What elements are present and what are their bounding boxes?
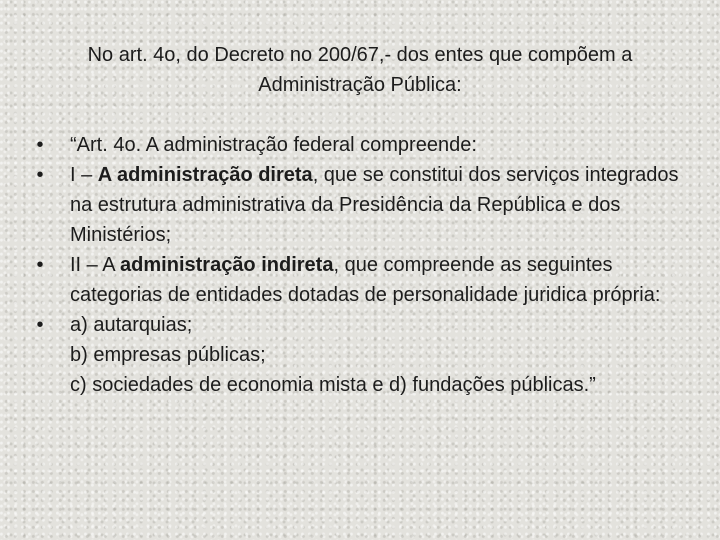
title-line-2: Administração Pública: xyxy=(258,74,462,96)
bullet-item-direta xyxy=(30,160,680,250)
bullet-list xyxy=(30,130,680,400)
title-line-1: No art. 4o, do Decreto no 200/67,- dos entes que compõem a xyxy=(87,44,633,66)
entity-line-autarquias: a) autarquias; xyxy=(70,314,193,336)
bullet-dot: • xyxy=(36,254,44,276)
bullet-item-entidades xyxy=(30,310,680,400)
bullet-dot: • xyxy=(36,164,44,186)
slide-title xyxy=(40,40,680,100)
entity-line-sociedades: c) sociedades de economia mista e d) fundações públicas.” xyxy=(70,374,596,396)
bullet-item-art4 xyxy=(30,130,680,160)
bullet-bold-term: A administração direta xyxy=(97,164,313,186)
bullet-text: “Art. 4o. A administração federal compreende: xyxy=(70,134,477,156)
bullet-bold-term: administração indireta xyxy=(120,254,334,276)
bullet-text: , que se constitui dos serviços integrados na estrutura administrativa da Presidência da República e dos Ministérios; xyxy=(70,164,679,246)
bullet-dot: • xyxy=(36,314,44,336)
bullet-text: , que compreende as seguintes categorias de entidades dotadas de personalidade juridica própria: xyxy=(70,254,661,306)
bullet-dot: • xyxy=(36,134,44,156)
bullet-item-indireta xyxy=(30,250,680,310)
bullet-prefix: I – xyxy=(70,164,98,186)
entity-line-empresas: b) empresas públicas; xyxy=(70,344,266,366)
bullet-prefix: II – A xyxy=(70,254,121,276)
